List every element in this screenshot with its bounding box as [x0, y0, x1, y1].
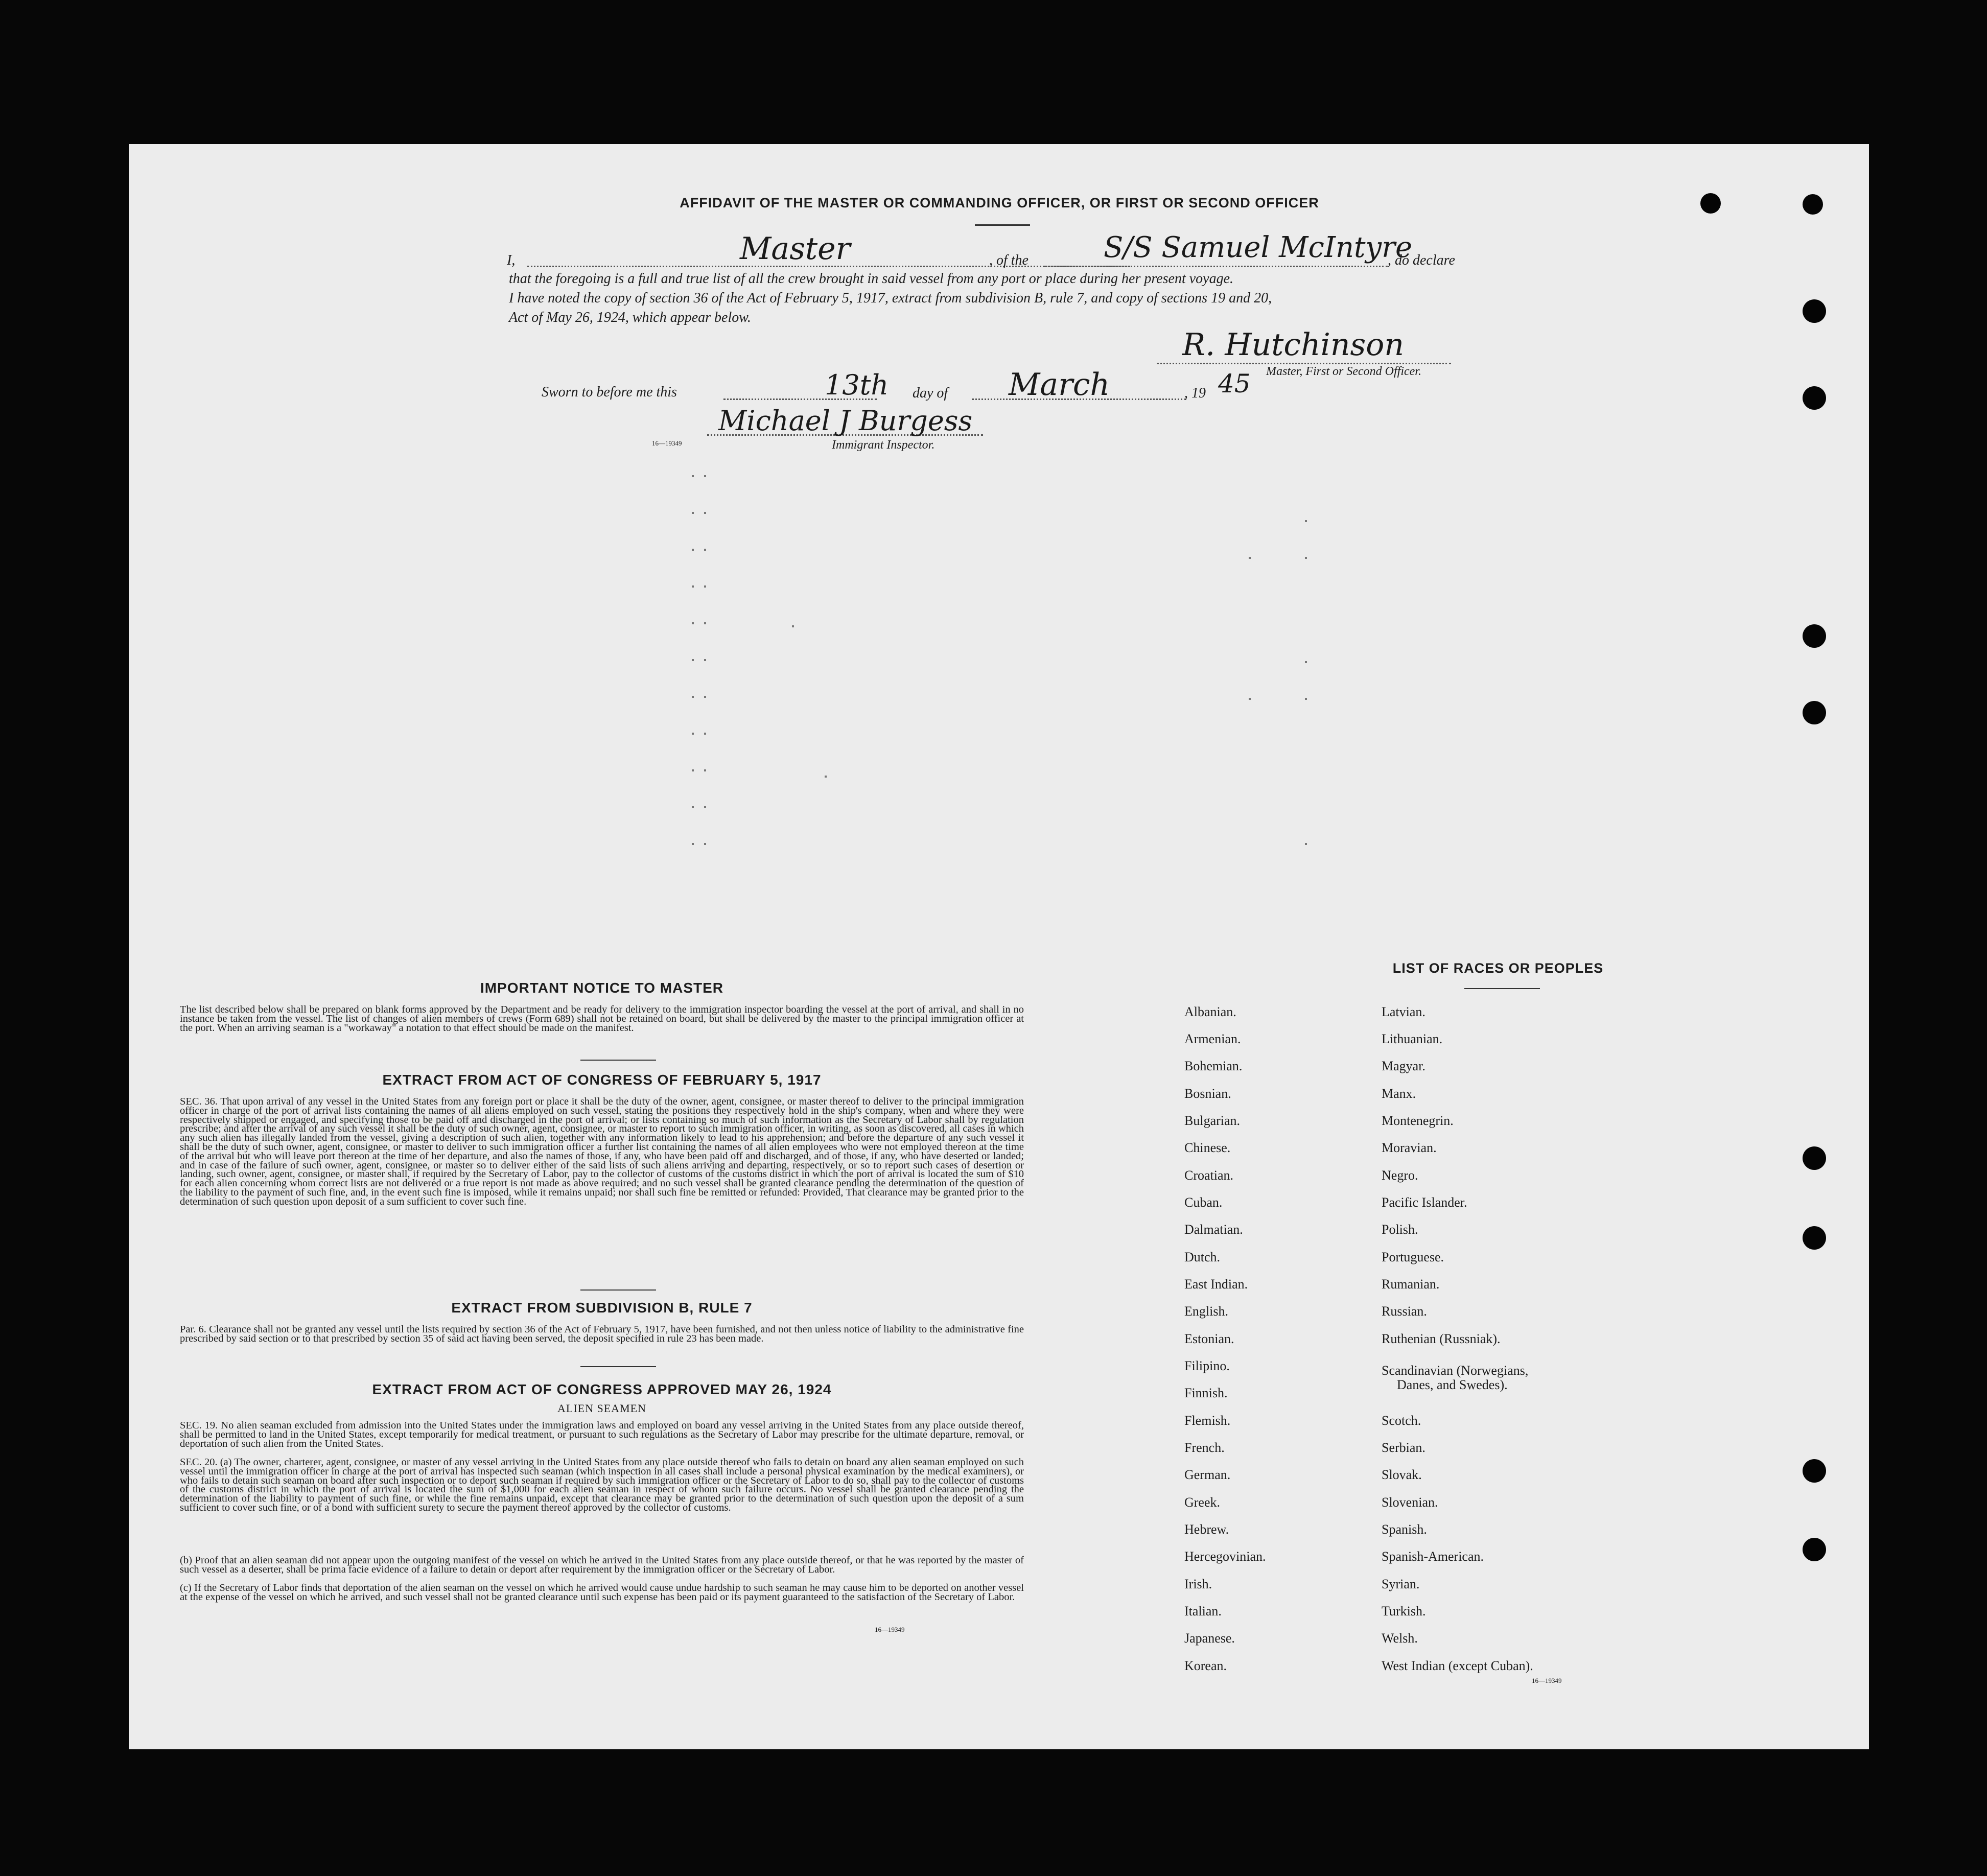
speck	[704, 512, 706, 514]
race-item: Albanian.	[1184, 1004, 1236, 1019]
race-item: Hercegovinian.	[1184, 1549, 1266, 1564]
sec20a-text: SEC. 20. (a) The owner, charterer, agent, consignee, or master of any vessel arriving in the United States from any place outside thereof who fails to detain on board any alien seaman employed on such vessel until the immigration officer in charge at the port of arrival has inspected such seaman (which inspection in all cases shall include a personal physical examination by the medical examiners), or who fails to detain such seaman on board after such inspection or to deport such seaman if required by such immigration officer or the Secretary of Labor to do so, shall pay to the collector of customs of the customs district in which the port of arrival is located the sum of $1,000 for each alien seaman in respect of whom such failure occurs. No vessel shall be granted clearance pending the determination of the liability to payment of such fine, or while the fine remains unpaid, except that clearance may be granted prior to the determination of such question upon the deposit of a sum sufficient to cover such fine, or of a bond with sufficient surety to secure the payment thereof approved by the collector of customs.	[180, 1457, 1024, 1513]
race-item: Bosnian.	[1184, 1086, 1231, 1101]
race-item: Irish.	[1184, 1577, 1212, 1591]
rule7-title: EXTRACT FROM SUBDIVISION B, RULE 7	[451, 1300, 753, 1316]
race-item: Pacific Islander.	[1382, 1195, 1467, 1210]
alien-seamen-subtitle: ALIEN SEAMEN	[557, 1402, 646, 1415]
race-item: Finnish.	[1184, 1386, 1228, 1400]
race-item: Chinese.	[1184, 1140, 1231, 1155]
form-number-races: 16—19349	[1532, 1677, 1562, 1684]
race-item: German.	[1184, 1467, 1231, 1482]
speck	[692, 475, 694, 477]
speck	[692, 659, 694, 661]
punch-hole-icon	[1803, 299, 1826, 323]
extract-1924-title: EXTRACT FROM ACT OF CONGRESS APPROVED MAY 26, 1924	[372, 1381, 832, 1397]
punch-hole-icon	[1803, 624, 1826, 648]
speck	[704, 733, 706, 735]
speck	[692, 769, 694, 771]
affidavit-title: AFFIDAVIT OF THE MASTER OR COMMANDING OFFICER, OR FIRST OR SECOND OFFICER	[680, 195, 1319, 210]
speck	[692, 733, 694, 735]
speck	[1249, 698, 1251, 700]
rule7-text: Par. 6. Clearance shall not be granted any vessel until the lists required by section 36 of the Act of February 5, 1917, have been furnished, and not then unless notice of liability to the administrative fine prescribed by said section or to that prescribed by section 35 of said act having been served, the deposit specified in rule 23 has been made.	[180, 1324, 1024, 1344]
punch-hole-icon	[1803, 1459, 1826, 1483]
race-item: Italian.	[1184, 1604, 1222, 1619]
inspector-caption: Immigrant Inspector.	[832, 438, 935, 452]
punch-hole-icon	[1803, 1146, 1826, 1170]
i-label: I,	[507, 252, 516, 268]
race-item: West Indian (except Cuban).	[1382, 1658, 1533, 1673]
races-title: LIST OF RACES OR PEOPLES	[1392, 960, 1604, 976]
race-item: Serbian.	[1382, 1440, 1425, 1455]
punch-hole-icon	[1803, 386, 1826, 410]
speck	[1305, 661, 1307, 663]
race-item: Croatian.	[1184, 1168, 1234, 1183]
race-item: Scandinavian (Norwegians,	[1382, 1363, 1529, 1378]
master-caption: Master, First or Second Officer.	[1266, 365, 1421, 378]
race-item: Danes, and Swedes).	[1397, 1377, 1508, 1392]
punch-hole-icon	[1700, 193, 1721, 214]
race-item: Turkish.	[1382, 1604, 1426, 1619]
speck	[704, 806, 706, 808]
race-item: Portuguese.	[1382, 1250, 1444, 1264]
race-item: Polish.	[1382, 1222, 1418, 1237]
inspector-signature: Michael J Burgess	[718, 405, 973, 437]
affidavit-body-line3: Act of May 26, 1924, which appear below.	[509, 310, 751, 325]
notice-text: The list described below shall be prepared on blank forms approved by the Department and be ready for delivery to the immigration inspector boarding the vessel at the port of arrival, and shall in no instance be taken from the vessel. The list of changes of alien members of crews (Form 689) shall not be retained on board, but shall be delivered by the master to the principal immigration officer at the port. When an arriving seaman is a "workaway" a notation to that effect should be made on the manifest.	[180, 1004, 1024, 1034]
race-item: Syrian.	[1382, 1577, 1420, 1591]
speck	[692, 585, 694, 588]
race-item: Manx.	[1382, 1086, 1416, 1101]
race-item: Magyar.	[1382, 1059, 1425, 1073]
race-item: Welsh.	[1382, 1631, 1418, 1646]
divider	[580, 1366, 656, 1367]
race-item: Montenegrin.	[1382, 1113, 1454, 1128]
master-signature: R. Hutchinson	[1182, 327, 1405, 363]
sec20c-text: (c) If the Secretary of Labor finds that deportation of the alien seaman on the vessel on which he arrived would cause undue hardship to such seaman he may cause him to be deported on another vessel at the expense of the vessel on which he arrived, and such vessel shall not be granted clearance until such expense has been paid or its payment guaranteed to the satisfaction of the Secretary of Labor.	[180, 1582, 1024, 1603]
master-signature-line	[1157, 363, 1451, 364]
document-page	[129, 144, 1869, 1749]
race-item: Dalmatian.	[1184, 1222, 1243, 1237]
of-the-label: , of the	[989, 252, 1028, 268]
speck	[704, 549, 706, 551]
title-rule	[975, 224, 1030, 226]
speck	[704, 622, 706, 624]
race-item: Japanese.	[1184, 1631, 1235, 1646]
race-item: Bulgarian.	[1184, 1113, 1241, 1128]
speck	[692, 806, 694, 808]
race-item: French.	[1184, 1440, 1225, 1455]
race-item: Estonian.	[1184, 1331, 1234, 1346]
speck	[1305, 557, 1307, 559]
sec20b-text: (b) Proof that an alien seaman did not appear upon the outgoing manifest of the vessel on which he arrived in the United States from any place outside thereof, or that he was reported by the master of such vessel as a deserter, shall be prima facie evidence of a failure to detain or deport after requirement by the immigration officer or the Secretary of Labor.	[180, 1555, 1024, 1575]
speck	[692, 549, 694, 551]
affidavit-body-line1: that the foregoing is a full and true list of all the crew brought in said vessel from any port or place during her present voyage.	[509, 271, 1234, 287]
speck	[792, 625, 794, 627]
speck	[704, 659, 706, 661]
speck	[704, 475, 706, 477]
day-of-label: day of	[913, 385, 948, 401]
race-item: Armenian.	[1184, 1031, 1241, 1046]
speck	[692, 512, 694, 514]
race-item: Greek.	[1184, 1495, 1221, 1510]
extract-1917-title: EXTRACT FROM ACT OF CONGRESS OF FEBRUARY 5, 1917	[382, 1072, 822, 1088]
speck	[1305, 520, 1307, 522]
race-item: Bohemian.	[1184, 1059, 1243, 1073]
vessel-handwritten: S/S Samuel McIntyre	[1104, 231, 1413, 264]
divider	[580, 1289, 656, 1291]
speck	[704, 843, 706, 845]
race-item: East Indian.	[1184, 1277, 1248, 1292]
race-item: Russian.	[1382, 1304, 1427, 1319]
notice-title: IMPORTANT NOTICE TO MASTER	[480, 980, 724, 996]
speck	[1305, 843, 1307, 845]
do-declare-label: , do declare	[1388, 252, 1455, 268]
race-item: Slovak.	[1382, 1467, 1422, 1482]
race-item: Dutch.	[1184, 1250, 1221, 1264]
speck	[692, 843, 694, 845]
vessel-line	[1044, 266, 1388, 267]
punch-hole-icon	[1803, 1226, 1826, 1250]
speck	[704, 696, 706, 698]
day-handwritten: 13th	[825, 369, 889, 401]
speck	[704, 585, 706, 588]
form-number-affidavit: 16—19349	[652, 439, 682, 447]
race-item: Latvian.	[1382, 1004, 1425, 1019]
rank-handwritten: Master	[740, 231, 851, 267]
speck	[1305, 698, 1307, 700]
sworn-label: Sworn to before me this	[542, 384, 677, 400]
punch-hole-icon	[1803, 1538, 1826, 1561]
race-item: Hebrew.	[1184, 1522, 1229, 1537]
year-handwritten: 45	[1218, 369, 1251, 398]
race-item: Rumanian.	[1382, 1277, 1440, 1292]
sec19-text: SEC. 19. No alien seaman excluded from admission into the United States under the immigration laws and employed on board any vessel arriving in the United States from any place outside thereof, shall be permitted to land in the United States, except temporarily for medical treatment, or pursuant to such regulations as the Secretary of Labor may prescribe for the ultimate departure, removal, or deportation of such alien from the United States.	[180, 1420, 1024, 1449]
races-title-rule	[1464, 988, 1540, 989]
race-item: Filipino.	[1184, 1358, 1230, 1373]
speck	[825, 776, 827, 778]
month-handwritten: March	[1009, 367, 1110, 403]
year-prefix: , 19	[1184, 385, 1206, 401]
punch-hole-icon	[1803, 701, 1826, 724]
race-item: English.	[1184, 1304, 1228, 1319]
race-item: Moravian.	[1382, 1140, 1437, 1155]
race-item: Spanish.	[1382, 1522, 1427, 1537]
race-item: Cuban.	[1184, 1195, 1223, 1210]
extract-1917-text: SEC. 36. That upon arrival of any vessel in the United States from any foreign port or place it shall be the duty of the owner, agent, consignee, or master thereof to deliver to the principal immigration officer in charge of the port of arrival lists containing the names of all aliens employed on such vessel, stating the positions they respectively hold in the ship's company, when and where they were respectively shipped or engaged, and specifying those to be paid off and discharged in the port of arrival; or lists containing so much of such information as the Secretary of Labor shall by regulation prescribe; and after the arrival of any such vessel it shall be the duty of such owner, agent, consignee, or master to report to such immigration officer, in writing, as soon as discovered, all cases in which any such alien has illegally landed from the vessel, giving a description of such alien, together with any information likely to lead to his apprehension; and before the departure of any such vessel it shall be the duty of such owner, agent, consignee, or master to deliver to such immigration officer a further list containing the names of all alien employees who were not employed thereon at the time of the arrival but who will leave port thereon at the time of her departure, and also the names of those, if any, who have been paid off and discharged, and of those, if any, who have deserted or landed; and in case of the failure of such owner, agent, consignee, or master so to deliver either of the said lists of such aliens arriving and departing, respectively, or so to report such cases of desertion or landing, such owner, agent, consignee, or master shall, if required by the Secretary of Labor, pay to the collector of customs of the customs district in which the port of arrival is located the sum of $10 for each alien concerning whom correct lists are not delivered or a true report is not made as above required; and no such vessel shall be granted clearance pending the determination of the question of the liability to the payment of such fine, and, in the event such fine is imposed, while it remains unpaid; nor shall such fine be remitted or refunded: Provided, That clearance may be granted prior to the determination of such question upon deposit of a sum sufficient to cover such fine.	[180, 1096, 1024, 1207]
race-item: Ruthenian (Russniak).	[1382, 1331, 1501, 1346]
race-item: Lithuanian.	[1382, 1031, 1443, 1046]
speck	[1249, 557, 1251, 559]
speck	[692, 622, 694, 624]
punch-hole-icon	[1803, 194, 1823, 215]
race-item: Negro.	[1382, 1168, 1418, 1183]
race-item: Flemish.	[1184, 1413, 1231, 1428]
speck	[704, 769, 706, 771]
race-item: Korean.	[1184, 1658, 1227, 1673]
affidavit-body-line2: I have noted the copy of section 36 of the Act of February 5, 1917, extract from subdivision B, rule 7, and copy of sections 19 and 20,	[509, 290, 1272, 306]
divider	[580, 1060, 656, 1061]
race-item: Spanish-American.	[1382, 1549, 1484, 1564]
form-number-extracts: 16—19349	[875, 1626, 905, 1633]
race-item: Scotch.	[1382, 1413, 1421, 1428]
speck	[692, 696, 694, 698]
race-item: Slovenian.	[1382, 1495, 1438, 1510]
